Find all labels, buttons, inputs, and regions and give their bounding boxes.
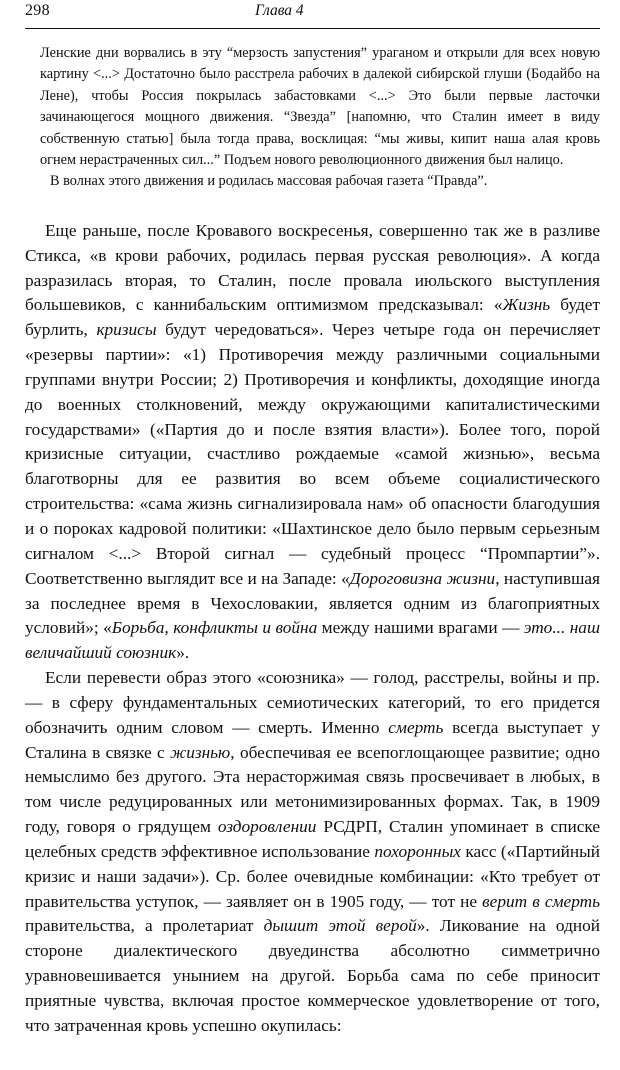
text-span: РСДРП, Сталин упоминает в списке целебных средств эффективное использование (25, 817, 601, 861)
quote-paragraph: В волнах этого движения и родилась массовая рабочая газета “Правда”. (50, 173, 488, 190)
page-header (25, 0, 600, 29)
body-paragraph (25, 666, 600, 1039)
text-span: Еще раньше, после Кровавого воскресенья, совершенно так же в разливе Стикса, «в крови рабочих, родилась первая русская революция». А когда разразилась вторая, то Сталин, после провала июльского выступления большевиков, с каннибальским оптимизмом предсказывал: « (25, 220, 600, 315)
italic-span: это... наш величайший союзник (25, 618, 600, 663)
text-span: , обеспечивая ее всепоглощающее развитие; одно немыслимо без другого. Эта нерасторжимая связь просвечивает в любых, в том числе редуцированных или метонимизированных формах. Так, в 1909 году, говоря о грядущем (25, 742, 600, 837)
italic-span: похоронных (374, 841, 461, 861)
text-span: будет бурлить, (25, 295, 600, 340)
italic-span: кризисы (96, 320, 157, 340)
page-number: 298 (25, 2, 50, 19)
book-page (25, 0, 600, 1039)
italic-span: жизнью (170, 742, 231, 762)
text-span: , наступившая за последнее время в Чехословакии, является одним из благоприятных условий»; « (25, 568, 601, 638)
main-text (25, 219, 600, 1039)
italic-span: дышит этой верой (263, 916, 417, 936)
quote-paragraph: Ленские дни ворвались в эту “мерзость запустения” ураганом и открыли для всех новую картину <...> Достаточно было расстрела рабочих в далекой сибирской глуши (Бодайбо на Лене), чтобы Россия покрылась забастовками <...> Это были первые ласточки зачинающегося мощного движения. “Звезда” [напомню, что Сталин имеет в виду собственную статью] была тогда права, восклицая: “мы живы, кипит наша алая кровь огнем нерастраченных сил...” Подъем нового революционного движения был налицо. (40, 45, 600, 169)
text-span: ». (176, 643, 190, 663)
text-span: правительства, а пролетариат (25, 916, 264, 936)
italic-span: Дороговизна жизни (349, 568, 496, 588)
text-span: касс («Партийный кризис и наши задачи»). Ср. более очевидные комбинации: «Кто требует от правительства уступок, — заявляет он в 1905 году, — тот не (25, 841, 600, 911)
italic-span: смерть (388, 717, 444, 737)
running-title: Глава 4 (255, 2, 304, 19)
text-span: будут чередоваться». Через четыре года он перечисляет «резервы партии»: «1) Противоречия между различными социальными группами внутри России; 2) Противоречия и конфликты, доходящие иногда до военных столкновений, между окружающими капиталистическими государствами» («Партия до и после взятия власти»). Более того, порой кризисные ситуации, счастливо рождаемые «самой жизнью», весьма благотворны для ее развития во всем объеме социалистического строительства: «сама жизнь сигнализировала нам» об опасности благодушия и о пороках кадровой политики: «Шахтинское дело было первым серьезным сигналом <...> Второй сигнал — судебный процесс “Промпартии”». Соответственно выглядит все и на Западе: « (25, 320, 600, 588)
italic-span: верит в смерть (482, 891, 600, 911)
text-span: между нашими врагами — (317, 618, 524, 638)
italic-span: оздоровлении (217, 817, 317, 837)
text-span: всегда выступает у Сталина в связке с (25, 717, 600, 762)
block-quote (40, 43, 600, 193)
italic-span: Борьба, конфликты и война (111, 618, 318, 638)
text-span: Если перевести образ этого «союзника» — голод, расстрелы, войны и пр. — в сферу фундаментальных семиотических категорий, то его придется обозначить одним словом — смерть. Именно (25, 668, 600, 737)
text-span: ». Ликование на одной стороне диалектического двуединства абсолютно симметрично уравновешивается унынием на другой. Борьба сама по себе приносит приятные чувства, включая простое коммерческое удовлетворение от того, что затраченная кровь успешно окупилась: (25, 916, 601, 1035)
body-paragraph (25, 219, 600, 666)
italic-span: Жизнь (502, 295, 551, 315)
